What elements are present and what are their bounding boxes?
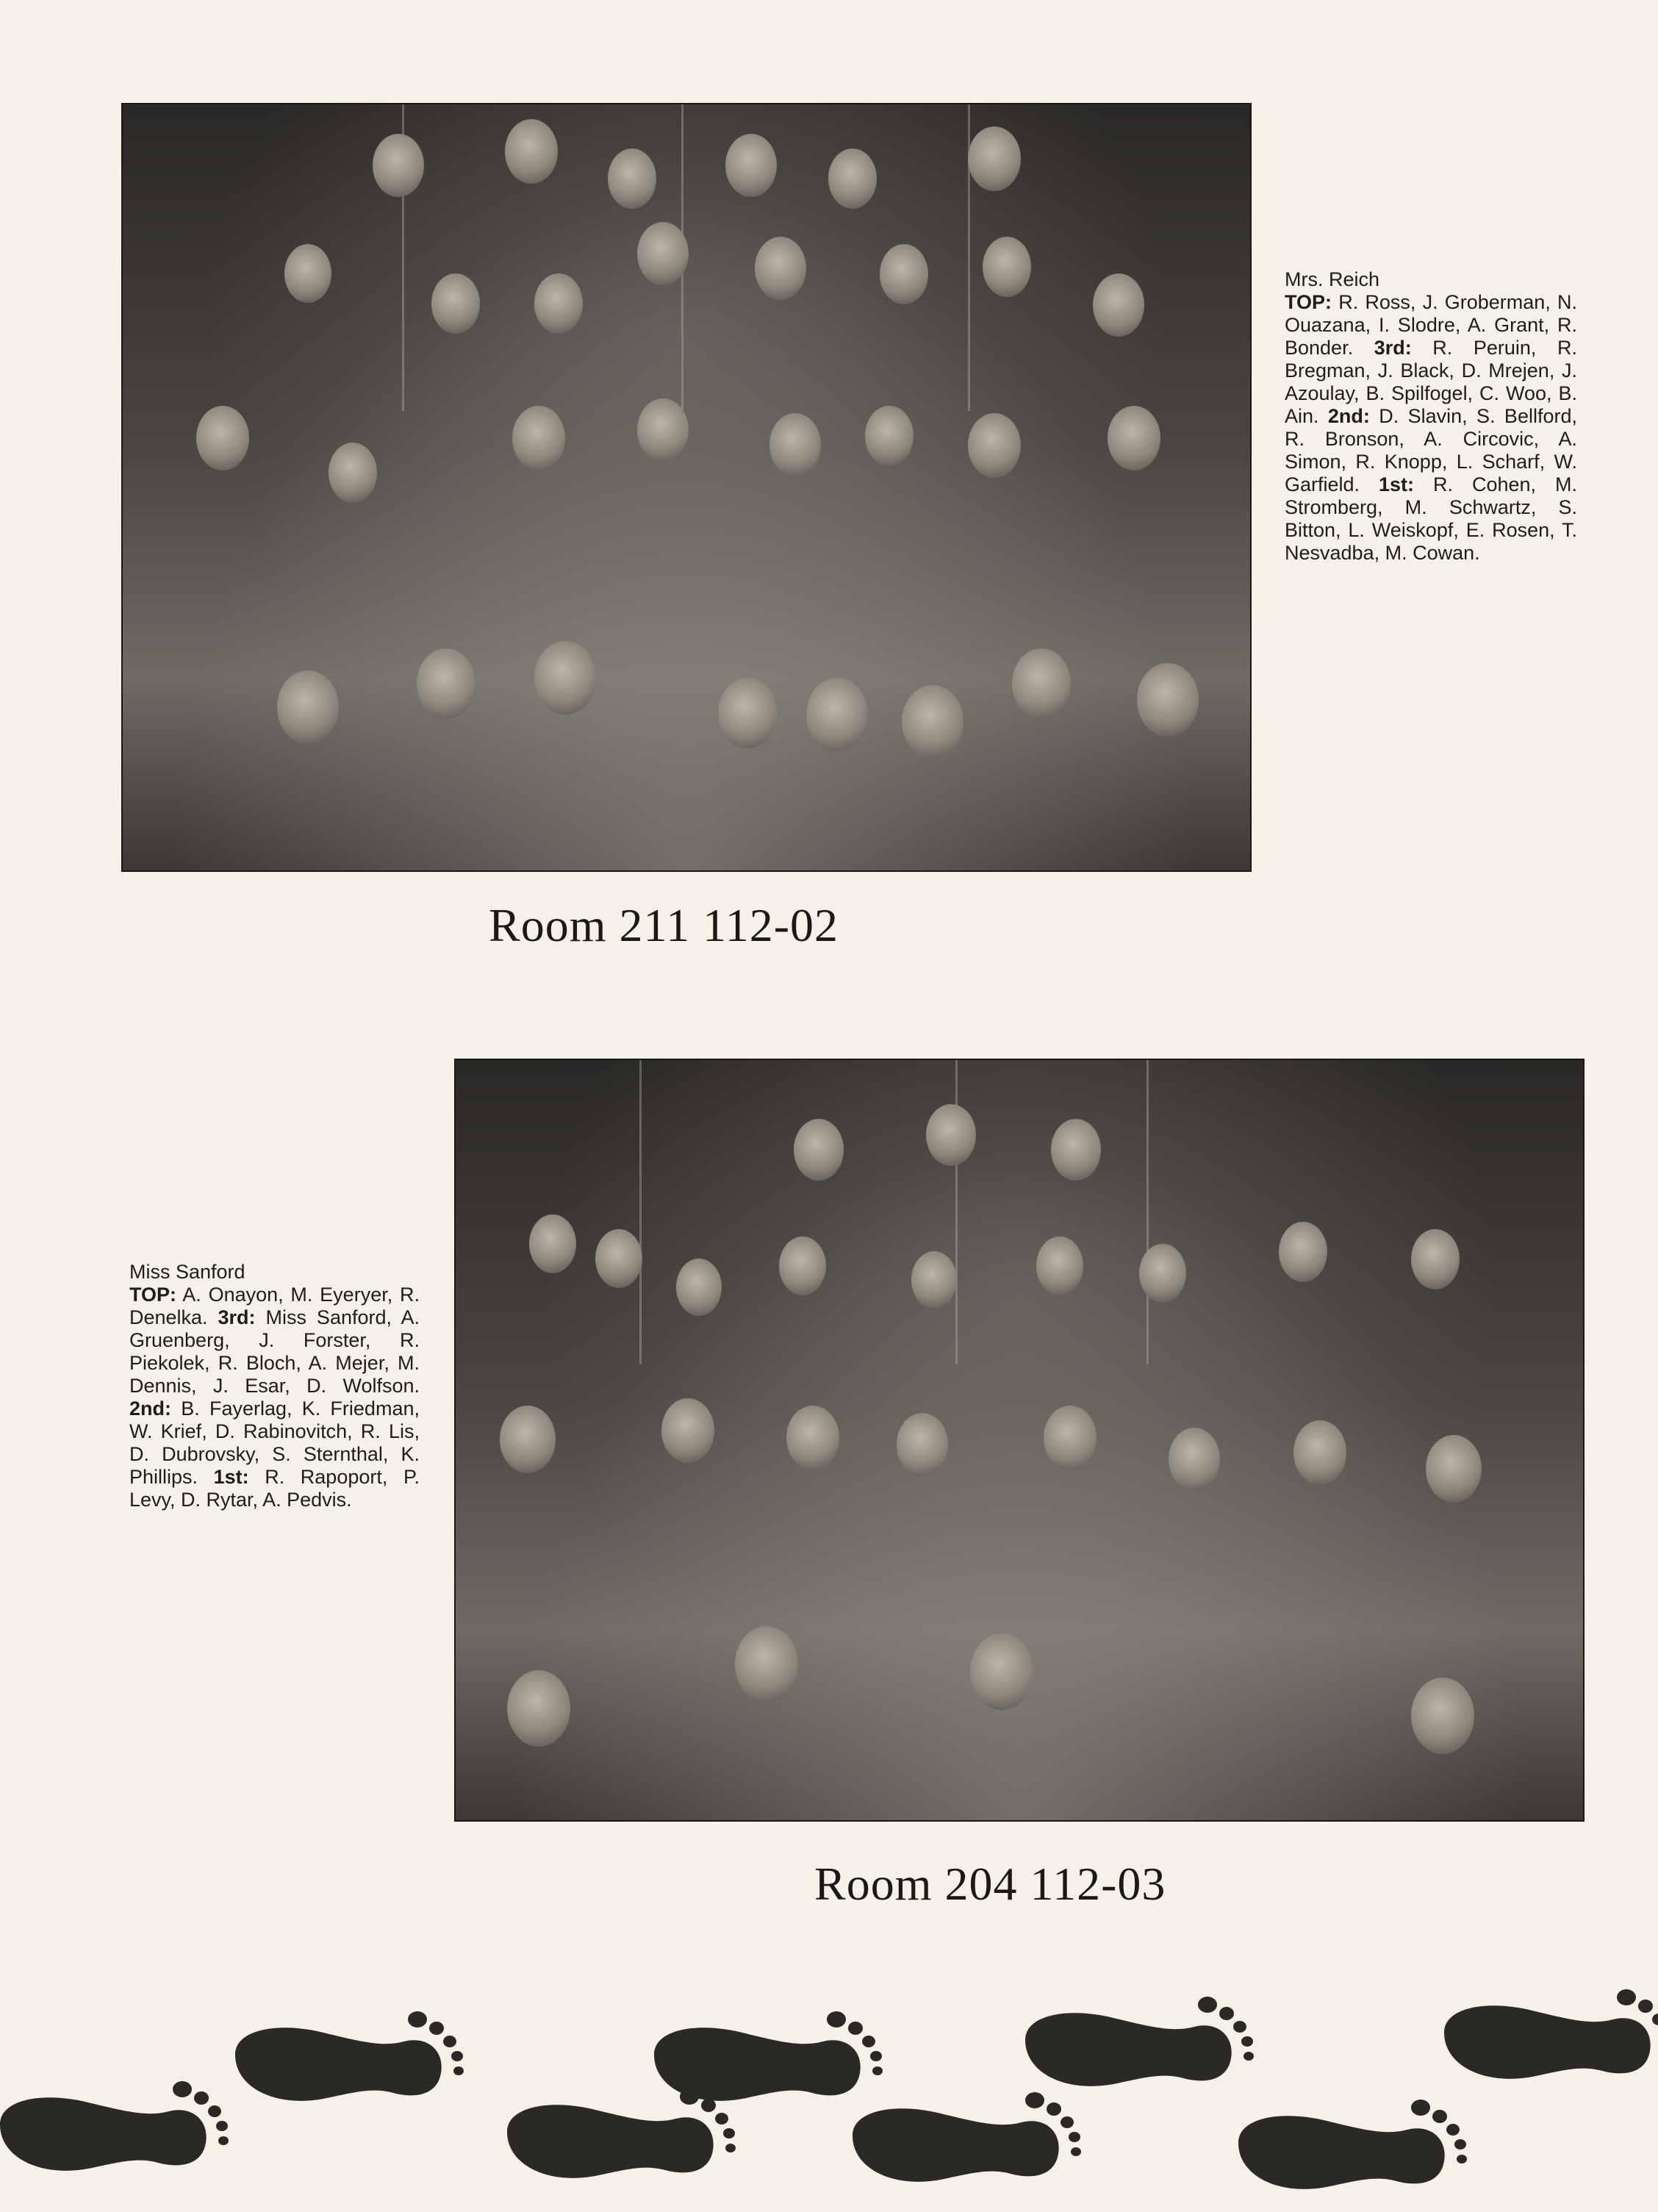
footprints-icon (0, 1985, 1658, 2205)
row-names: A. Onayon, M. Eyeryer, R. Denelka. (129, 1284, 420, 1328)
row-names: Miss Sanford, A. Gruenberg, J. Forster, R. Piekolek, R. Bloch, A. Mejer, M. Dennis, J. Esar, D. Wolfson. (129, 1306, 420, 1397)
caption-room-211 (1285, 268, 1577, 565)
row-names: D. Slavin, S. Bellford, R. Bronson, A. Circovic, A. Simon, R. Knopp, L. Scharf, W. Garfield. (1285, 405, 1577, 495)
row-label: 2nd: (129, 1397, 171, 1420)
row-names: B. Fayerlag, K. Friedman, W. Krief, D. Rabinovitch, R. Lis, D. Dubrovsky, S. Sternthal, K. Phillips. (129, 1397, 420, 1488)
row-names: R. Cohen, M. Stromberg, M. Schwartz, S. Bitton, L. Weiskopf, E. Rosen, T. Nesvadba, M. Cowan. (1285, 473, 1577, 564)
row-names: R. Ross, J. Groberman, N. Ouazana, I. Slodre, A. Grant, R. Bonder. (1285, 291, 1577, 359)
row-label: 3rd: (218, 1306, 256, 1328)
row-label: 3rd: (1374, 337, 1412, 359)
row-names: R. Rapoport, P. Levy, D. Rytar, A. Pedvis. (129, 1466, 420, 1511)
room-title: Room 211 112-02 (489, 899, 839, 951)
teacher-name: Miss Sanford (129, 1261, 245, 1283)
class-photo-room-204 (454, 1059, 1585, 1822)
class-photo-room-211 (121, 103, 1252, 872)
caption-room-204 (129, 1261, 420, 1511)
row-names: R. Peruin, R. Bregman, J. Black, D. Mrejen, J. Azoulay, B. Spilfogel, C. Woo, B. Ain. (1285, 337, 1577, 427)
row-label: 1st: (213, 1466, 249, 1488)
row-label: 1st: (1379, 473, 1415, 495)
row-label: 2nd: (1327, 405, 1370, 427)
teacher-name: Mrs. Reich (1285, 268, 1380, 290)
room-title: Room 204 112-03 (814, 1858, 1166, 1910)
row-label: TOP: (1285, 291, 1332, 313)
row-label: TOP: (129, 1284, 177, 1306)
